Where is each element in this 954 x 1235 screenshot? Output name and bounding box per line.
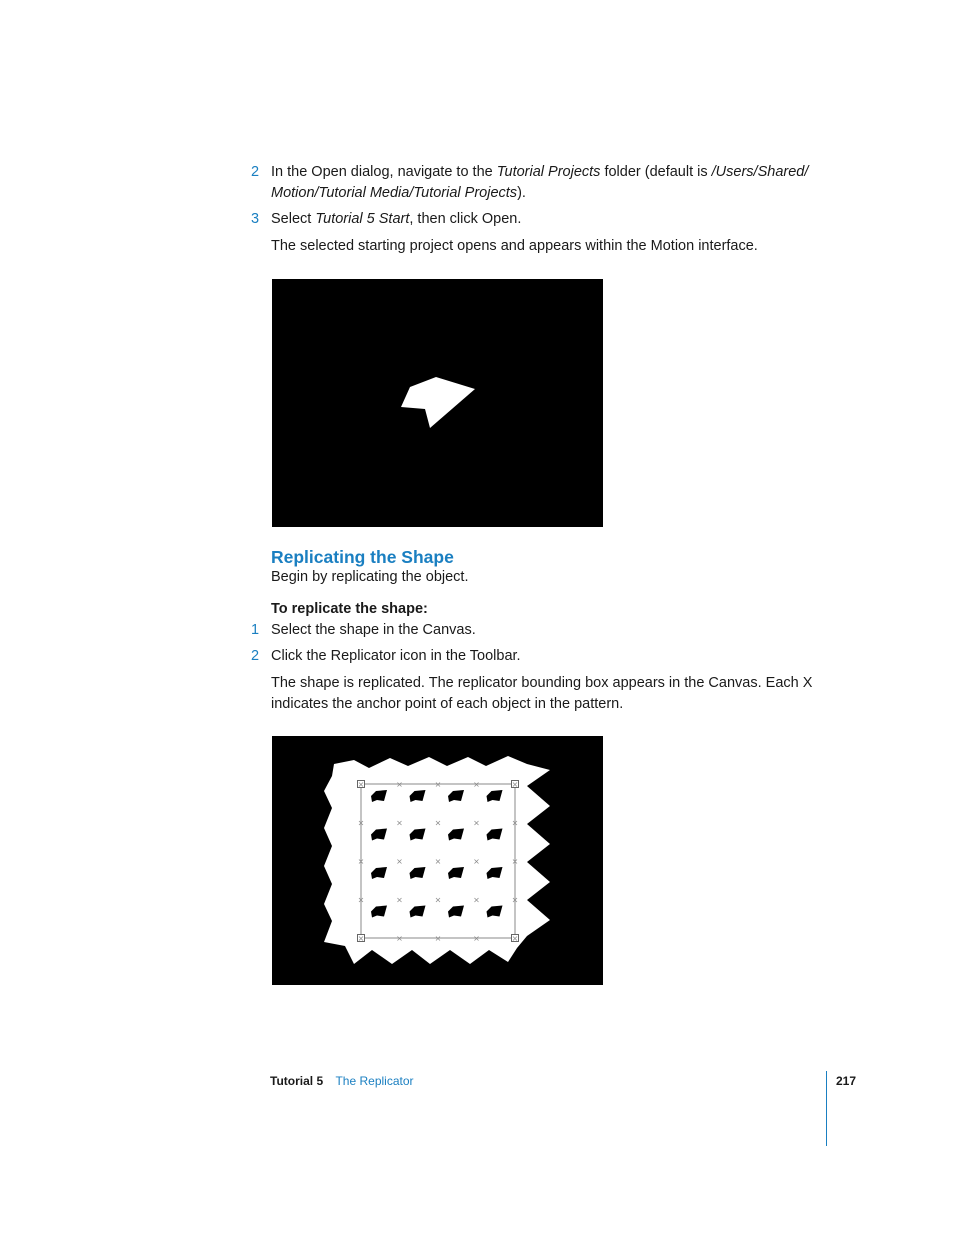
anchor-point-mark: × xyxy=(357,934,365,943)
step-text: Select the shape in the Canvas. xyxy=(271,622,476,638)
step-number: 2 xyxy=(251,164,260,180)
canvas-screenshot-replicated xyxy=(272,736,603,985)
canvas-screenshot-single-shape xyxy=(272,279,603,527)
replicated-pattern-illustration xyxy=(272,736,603,985)
anchor-point-mark: × xyxy=(511,857,519,866)
single-shape-illustration xyxy=(272,279,603,527)
anchor-point-mark: × xyxy=(396,895,403,905)
anchor-point-mark: × xyxy=(511,895,519,905)
anchor-point-mark: × xyxy=(511,934,519,943)
anchor-point-mark: × xyxy=(396,934,403,943)
footer-tutorial: Tutorial 5 xyxy=(270,1074,324,1088)
anchor-point-mark: × xyxy=(434,895,442,905)
anchor-point-mark: × xyxy=(434,780,442,789)
anchor-point-mark: × xyxy=(396,818,403,828)
anchor-point-mark: × xyxy=(473,780,480,789)
step-text: Click the Replicator icon in the Toolbar. xyxy=(271,648,521,664)
footer-rule xyxy=(826,1071,827,1146)
anchor-point-mark: × xyxy=(357,895,365,905)
anchor-point-mark: × xyxy=(511,780,519,789)
step-text: In the Open dialog, navigate to the Tutorial Projects folder (default is /Users/Shared/ Motion/Tutorial Media/Tutorial Projects). xyxy=(271,164,809,201)
anchor-point-mark: × xyxy=(473,818,480,828)
result-paragraph: The shape is replicated. The replicator bounding box appears in the Canvas. Each X indicates the anchor point of each object in the pattern. xyxy=(271,675,813,712)
task-title: To replicate the shape: xyxy=(271,601,428,617)
section-intro: Begin by replicating the object. xyxy=(271,569,469,585)
anchor-point-mark: × xyxy=(396,857,403,866)
step-number: 2 xyxy=(251,648,260,664)
anchor-point-mark: × xyxy=(434,857,442,866)
anchor-point-mark: × xyxy=(434,934,442,943)
anchor-point-mark: × xyxy=(511,818,519,828)
anchor-point-mark: × xyxy=(357,857,365,866)
anchor-point-mark: × xyxy=(473,857,480,866)
page-number: 217 xyxy=(836,1074,857,1088)
section-heading: Replicating the Shape xyxy=(271,547,454,567)
step-number: 1 xyxy=(251,622,260,638)
step-number: 3 xyxy=(251,211,260,227)
footer-chapter: The Replicator xyxy=(335,1074,414,1088)
anchor-point-mark: × xyxy=(434,818,442,828)
paragraph: The selected starting project opens and appears within the Motion interface. xyxy=(271,238,758,254)
anchor-point-mark: × xyxy=(357,818,365,828)
shape xyxy=(401,377,475,428)
anchor-point-mark: × xyxy=(473,895,480,905)
anchor-point-mark: × xyxy=(357,780,365,789)
anchor-point-mark: × xyxy=(396,780,403,789)
footer-running-head xyxy=(270,1073,414,1089)
step-text: Select Tutorial 5 Start, then click Open. xyxy=(271,211,522,227)
anchor-point-mark: × xyxy=(473,934,480,943)
